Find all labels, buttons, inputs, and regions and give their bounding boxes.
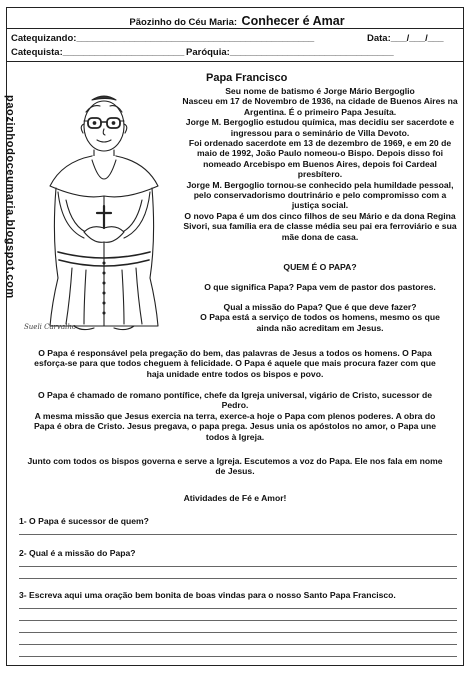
illustrator-signature: Sueli Carvalho <box>24 323 77 331</box>
bio-line: Jorge M. Bergoglio estudou química, mas decidiu ser sacerdote e <box>185 117 455 128</box>
bio-line: Argentina. É o primeiro Papa Jesuíta. <box>243 106 397 117</box>
pope-illustration <box>22 88 182 338</box>
activity-question-1: 1- O Papa é sucessor de quem? <box>19 516 149 526</box>
bio-line: nomeado Arcebispo em Buenos Aires, depois foi Cardeal <box>203 158 437 169</box>
question-missao: Qual a missão do Papa? Que é que deve fazer? O Papa está a serviço de todos os homens, mesmo os que ainda não acreditam em Jesus. <box>200 302 440 333</box>
paragraph-bispos: Junto com todos os bispos governa e serve a Igreja. Escutemos a voz do Papa. Ele nos fala em nome de Jesus. <box>27 456 443 477</box>
header-divider-bottom <box>6 61 464 62</box>
answer-line[interactable] <box>19 534 457 535</box>
answer-line[interactable] <box>19 578 457 579</box>
bio-line: Jorge M. Bergoglio tornou-se conhecido pela humildade pessoal, <box>186 179 454 190</box>
header-divider <box>6 28 464 29</box>
catequizando-field[interactable]: Catequizando:_____________________________________________ <box>11 33 315 44</box>
paragraph-pregacao: O Papa é responsável pela pregação do bem, das palavras de Jesus a todos os homens. O Papa esforça-se para que todos cheguem à felicidade. O Papa é aquele que mais procura fazer com que haja unidade entre todos os bispos e povo. <box>34 348 436 379</box>
bio-line: ingressou para o seminário de Villa Devoto. <box>230 127 410 138</box>
bio-line: Nasceu em 17 de Novembro de 1936, na cidade de Buenos Aires na <box>182 96 458 107</box>
activities-heading: Atividades de Fé e Amor! <box>183 493 287 503</box>
bio-line: Sivori, sua família era de classe média seu pai era ferroviário e sua <box>183 221 457 232</box>
paragraph-pontifice: O Papa é chamado de romano pontífice, chefe da Igreja universal, vigário de Cristo, sucessor de Pedro. A mesma missão que Jesus exercia na terra, exerce-a hoje o Papa com plenos poderes. A obra do Papa é obra de Cristo. Jesus pregava, o papa prega. Jesus unia os apóstolos no amor, o Papa une todos à Igreja. <box>33 390 437 442</box>
bio-line: justiça social. <box>291 200 349 211</box>
answer-line[interactable] <box>19 632 457 633</box>
worksheet-title: Conhecer é Amar <box>241 14 345 28</box>
article-heading: Papa Francisco <box>206 72 288 84</box>
answer-line[interactable] <box>19 644 457 645</box>
bio-line: pelo conservadorismo doutrinário e pelo compromisso com a <box>193 190 447 201</box>
bio-line: O novo Papa é um dos cinco filhos de seu Mário e da dona Regina <box>184 210 456 221</box>
catequista-field[interactable]: Catequista:_______________________ <box>11 47 185 58</box>
answer-line[interactable] <box>19 566 457 567</box>
quem-heading: QUEM É O PAPA? <box>283 262 357 272</box>
answer-line[interactable] <box>19 608 457 609</box>
question-significado: O que significa Papa? Papa vem de pastor dos pastores. <box>204 282 436 292</box>
bio-line: Foi ordenado sacerdote em 13 de dezembro de 1969, e em 20 de <box>188 138 452 149</box>
bio-line: mãe dona de casa. <box>281 231 359 242</box>
activity-question-2: 2- Qual é a missão do Papa? <box>19 548 136 558</box>
answer-line[interactable] <box>19 656 457 657</box>
blog-url-vertical: paozinhodoceumaria.blogspot.com <box>4 95 16 299</box>
activity-question-3: 3- Escreva aqui uma oração bem bonita de boas vindas para o nosso Santo Papa Francisco. <box>19 590 396 600</box>
paroquia-field[interactable]: Paróquia:_______________________________ <box>186 47 394 58</box>
bio-line: presbítero. <box>297 169 343 180</box>
date-field[interactable]: Data:___/___/___ <box>367 33 444 44</box>
bio-line: maio de 1992, João Paulo nomeou-o Bispo. Depois disso foi <box>197 148 443 159</box>
biography-block <box>175 86 465 242</box>
bio-line: Seu nome de batismo é Jorge Mário Bergoglio <box>225 86 415 96</box>
school-name: Pãozinho do Céu Maria: <box>129 17 238 28</box>
answer-line[interactable] <box>19 620 457 621</box>
